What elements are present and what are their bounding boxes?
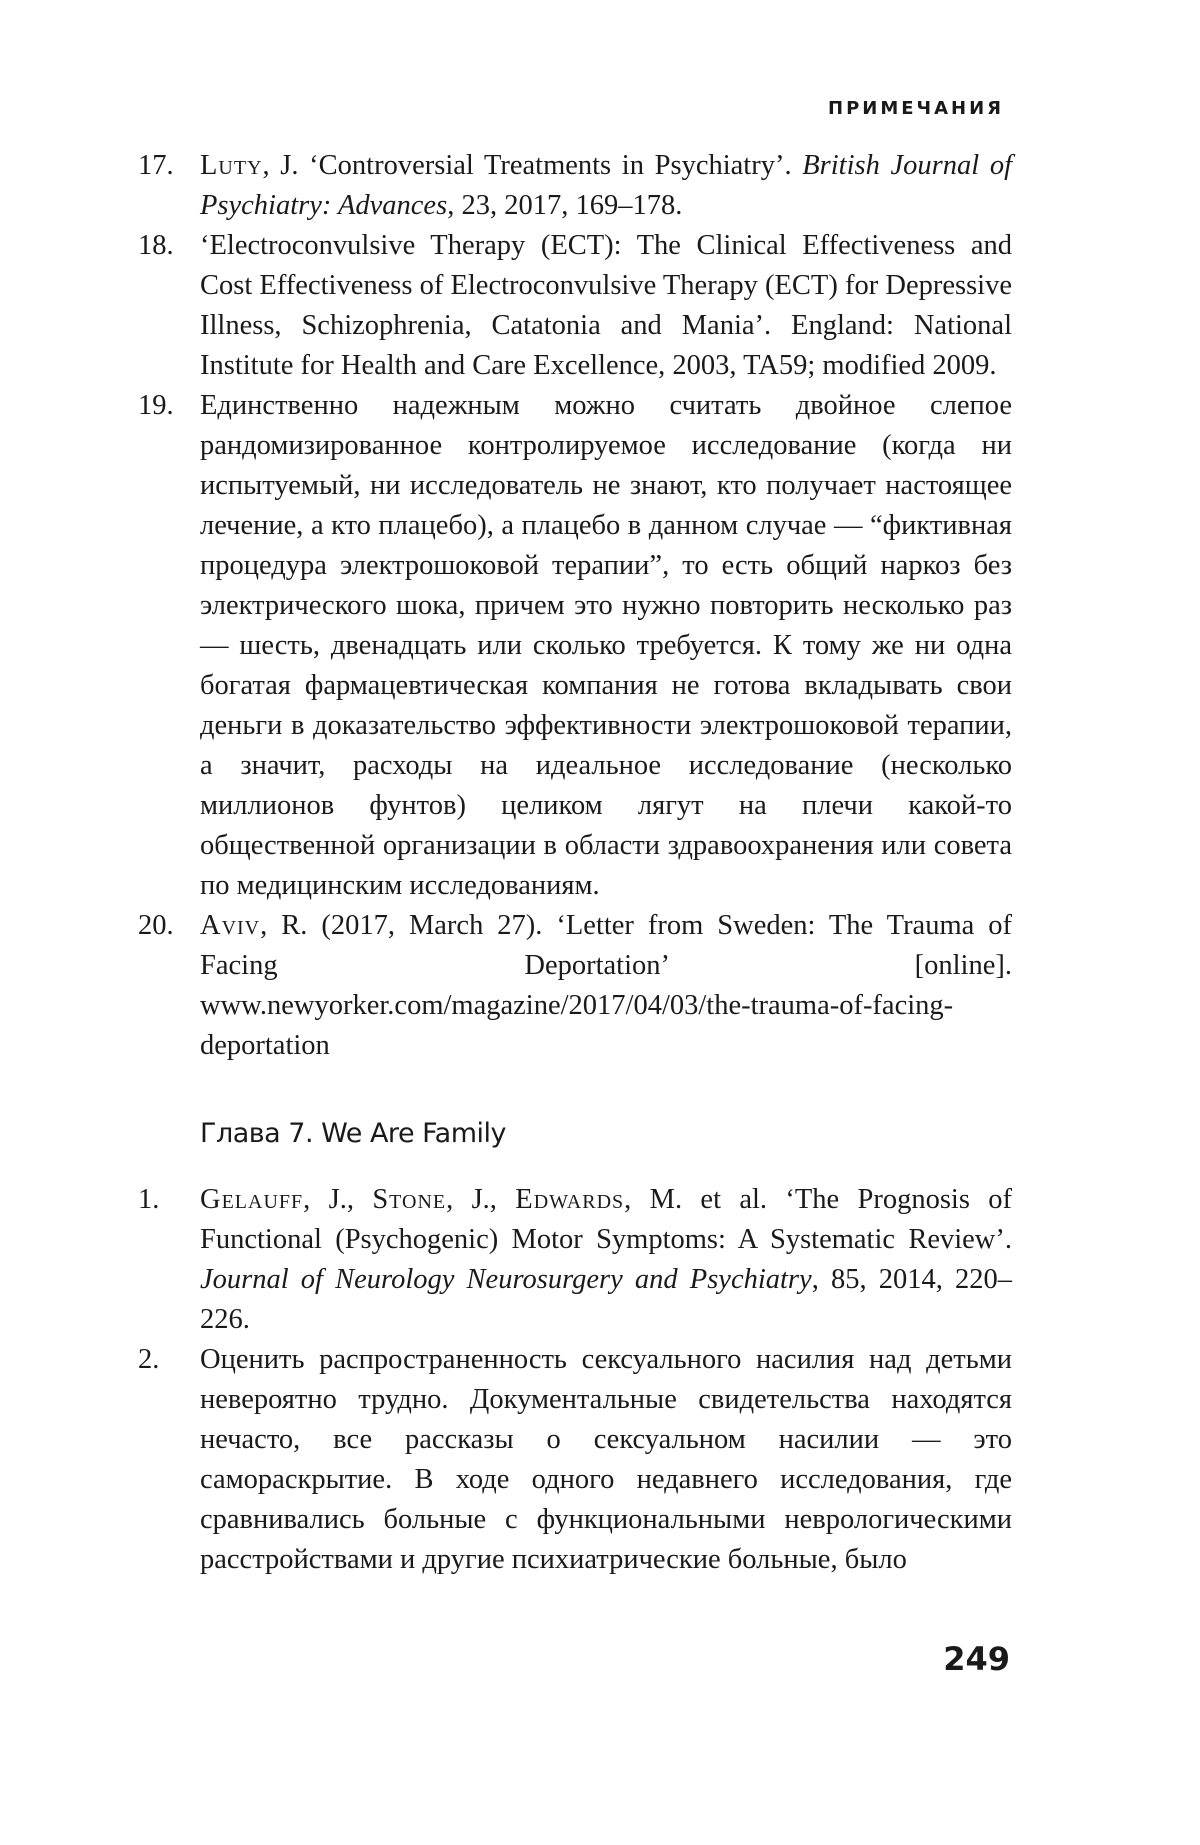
note-text: ‘Electroconvulsive Therapy (ECT): The Clinical Effectiveness and Cost Effectiveness of Electroconvulsive Therapy (ECT) for Depressive Illness, Schizophrenia, Catatonia and Mania’. England: National Institute for Health and Care Excellence, 2003, TA59; modified 2009. <box>200 230 1012 381</box>
citation-text: , 85, 2014, 220–226. <box>200 1264 1013 1335</box>
notes-list-bottom <box>138 1180 1012 1580</box>
citation-text: , M. et al. ‘The Prognosis of Functional (Psychogenic) Motor Symptoms: A Systematic Review’. <box>200 1184 1013 1255</box>
note-2 <box>138 1340 1012 1580</box>
note-text: Оценить распространенность сексуального насилия над детьми невероятно трудно. Документальные свидетельства находятся нечасто, все рассказы о сексуальном насилии — это самораскрытие. В ходе одного недавнего исследования, где сравнивались больные с функциональными неврологическими расстройствами и другие психиатрические больные, было <box>200 1344 1012 1575</box>
page-number: 249 <box>943 1640 1010 1678</box>
citation-text: , J. ‘Controversial Treatments in Psychiatry’. <box>262 150 803 181</box>
journal-title: Journal of Neurology Neurosurgery and Psychiatry <box>200 1264 812 1295</box>
citation-text: , 23, 2017, 169–178. <box>447 190 683 221</box>
note-20 <box>138 906 1012 1066</box>
note-text <box>200 906 1012 1066</box>
citation-text: , J., <box>446 1184 516 1215</box>
chapter-heading: Глава 7. We Are Family <box>200 1118 507 1149</box>
note-number: 1. <box>138 1184 160 1215</box>
note-number: 18. <box>138 230 174 261</box>
author-name: Edwards <box>515 1184 625 1215</box>
note-number: 17. <box>138 150 174 181</box>
journal-title: British Journal of Psychiatry: Advances <box>200 150 1012 221</box>
note-text <box>200 1180 1012 1340</box>
note-text <box>200 146 1012 226</box>
author-name: Gelauff <box>200 1184 304 1215</box>
note-text: Единственно надежным можно считать двойное слепое рандомизированное контролируемое исследование (когда ни испытуемый, ни исследователь не знают, кто получает настоящее лечение, а кто плацебо), а плацебо в данном случае — “фиктивная процедура электрошоковой терапии”, то есть общий наркоз без электрического шока, причем это нужно повторить несколько раз — шесть, двенадцать или сколько требуется. К тому же ни одна богатая фармацевтическая компания не готова вкладывать свои деньги в доказательство эффективности электрошоковой терапии, а значит, расходы на идеальное исследование (несколько миллионов фунтов) целиком лягут на плечи какой-то общественной организации в области здравоохранения или совета по медицинским исследованиям. <box>200 390 1012 901</box>
running-head: ПРИМЕЧАНИЯ <box>828 98 1004 119</box>
citation-text: , J., <box>303 1184 373 1215</box>
author-name: Aviv <box>200 910 261 941</box>
note-1 <box>138 1180 1012 1340</box>
author-name: Luty <box>200 150 263 181</box>
note-19 <box>138 386 1012 906</box>
author-name: Stone <box>372 1184 447 1215</box>
note-18 <box>138 226 1012 386</box>
note-number: 20. <box>138 910 174 941</box>
citation-text: , R. (2017, March 27). ‘Letter from Sweden: The Trauma of Facing Deportation’ [online]. www.newyorker.com/magazine/2017/04/03/the-trauma-of-facing-deportation <box>200 910 1012 1061</box>
note-number: 19. <box>138 390 174 421</box>
note-number: 2. <box>138 1344 160 1375</box>
notes-list-top <box>138 146 1012 1066</box>
note-17 <box>138 146 1012 226</box>
